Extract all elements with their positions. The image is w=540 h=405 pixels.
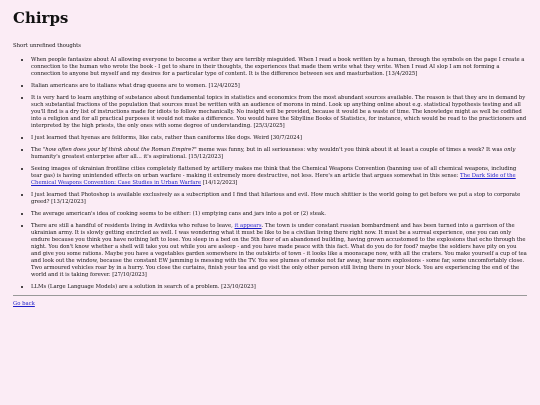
chirp-emphasis: how often does your bf think about the Roman Empire? bbox=[45, 147, 195, 153]
chirp-text-post: [14/12/2023] bbox=[201, 180, 238, 186]
page-subtitle: Short unrefined thoughts bbox=[13, 43, 82, 49]
chirp-text-pre: The " bbox=[31, 147, 46, 153]
chirp-list bbox=[13, 56, 527, 291]
divider bbox=[13, 295, 527, 296]
chirp-text-post: . The town is under constant russian bombardment and has been turned into a garrison of the ukrainian army. It is slowly getting encircled as well. I was wondering what it must be like to be a civilian living there right now. It must be a surreal experience, one you can only endure because you think you have nothing left to lose. You sleep in a bed on the 5th floor of an abandoned building, having grown accustomed to the explosions that echo through the night. You don't know whether a shell will take you out while you are asleep - and you have made peace with this fact. What do you do for food? maybe the soldiers have pity on you and give you some rations. Maybe you have a vegetables garden somewhere in the outskirts of town - it looks like a moonscape now, with all the craters. You make yourself a cup of tea and look out the window, because the constant EW jamming is messing with the TV. You see plumes of smoke not far away, hear more explosions - some far, some uncomfortably close. Two armoured vehicles roar by in a hurry. You close the curtains, finish your tea and go visit the only other person still living there in your block. You are experiencing the end of the world and it is taking forever. [27/10/2023] bbox=[31, 223, 527, 278]
chirp-item bbox=[31, 191, 527, 206]
chirp-text-pre: There are still a handful of residents living in Avdiivka who refuse to leave, bbox=[31, 223, 235, 229]
chirp-item bbox=[31, 146, 527, 161]
chirp-item bbox=[31, 56, 527, 78]
chirp-text: It is very hard to learn anything of substance about fundamental topics in statistics and economics from the most abundant sources available. The reason is that they are in demand by such substantial fractions of the population that sources must be written with an audience of morons in mind. Look up anything online about e.g. statistical hypothesis testing and all you'll find is a dry list of instructions made for idiots to follow mechanically. No insight will be provided, because it would be a waste of time. The knowledge might as well be codified into a religion and for all practical purposes it would not make a difference. You would have the Sibylline Books of Statistics, for instance, which would be read to the practicioners and interpreted by the high priests, the only ones with some degree of understanding. [25/3/2025] bbox=[31, 95, 527, 129]
chirp-text-post: humanity's greatest enterprise after all... it's aspirational. [15/12/2023] bbox=[31, 154, 224, 160]
chirp-text: I just learned that Photoshop is available exclusively as a subscription and I find that hilarious and evil. How much shittier is the world going to get before we put a stop to corporate greed? [13/12/2023] bbox=[31, 192, 521, 205]
chirp-text: LLMs (Large Language Models) are a solution in search of a problem. [23/10/2023] bbox=[31, 284, 256, 290]
chirp-item bbox=[31, 134, 527, 142]
chirp-text: When people fantasize about AI allowing everyone to become a writer they are terribly misguided. When I read a book written by a human, through the symbols on the page I create a connection to the human who wrote the book - I get to share in their thoughts, the experiences that made them write what they write. When I read AI slop I am not forming a connection to anyone but myself and my desires for a particular type of content. It is the difference between sex and masturbation. [13/4/2025] bbox=[31, 57, 525, 77]
source-link[interactable]: it appears bbox=[234, 223, 262, 229]
page-title: Chirps bbox=[13, 9, 69, 27]
go-back-link[interactable]: Go back bbox=[13, 301, 35, 307]
chirp-item bbox=[31, 165, 527, 187]
chirp-item bbox=[31, 222, 527, 279]
chirp-text: Italian americans are to italians what drag queens are to women. [12/4/2025] bbox=[31, 83, 240, 89]
chirp-text: The average american's idea of cooking seems to be either: (1) emptying cans and jars into a pot or (2) steak. bbox=[31, 211, 326, 217]
chirp-item bbox=[31, 283, 527, 291]
article-link[interactable]: The Dark Side of the Chemical Weapons Convention: Case Studies in Urban Warfare bbox=[31, 173, 516, 186]
chirp-item bbox=[31, 94, 527, 130]
chirp-item bbox=[31, 82, 527, 90]
chirp-text-pre: Seeing images of ukrainian frontline cities completely flattened by artillery makes me think that the Chemical Weapons Convention (banning use of all chemical weapons, including tear gas) is having unintended effects on urban warfare - making it extremely more destructive, not less. Here's an article that argues somewhat in this sense: bbox=[31, 166, 517, 179]
chirp-text: I just learned that hyenas are feliforms, like cats, rather than caniforms like dogs. Weird [30/7/2024] bbox=[31, 135, 302, 141]
chirp-emphasis: only bbox=[504, 147, 516, 153]
chirp-text-mid: " meme was funny, but in all seriousness: why wouldn't you think about it at least a couple of times a week? It was bbox=[194, 147, 505, 153]
chirp-item bbox=[31, 210, 527, 218]
